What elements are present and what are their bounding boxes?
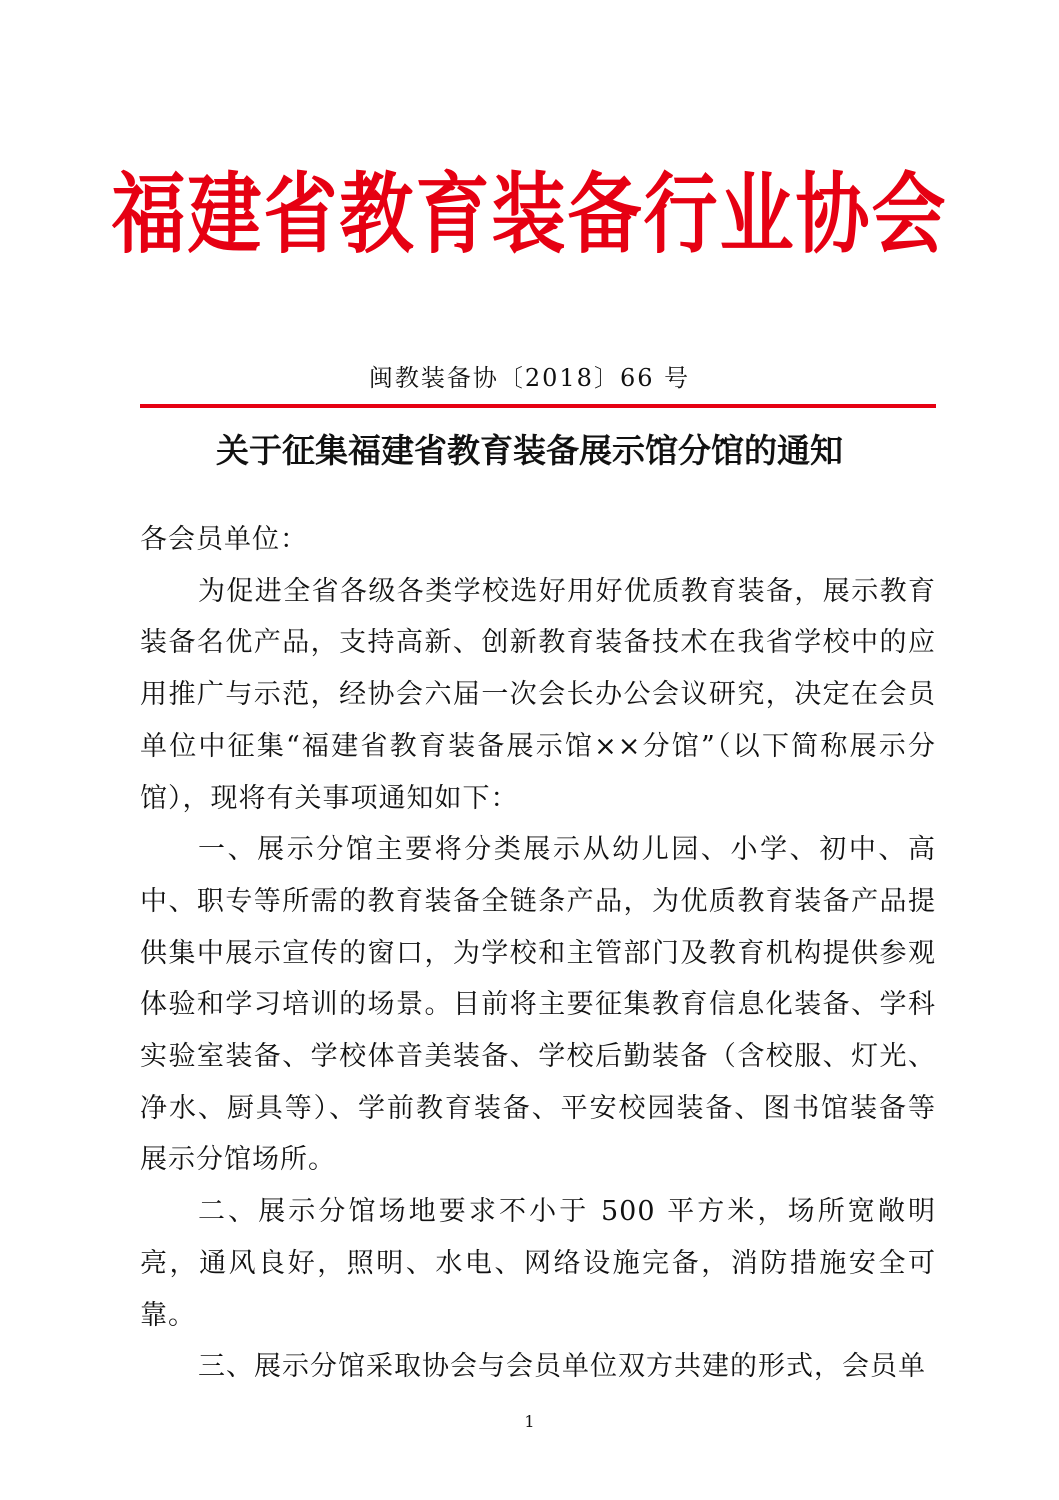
organization-header: 福建省教育装备行业协会 [111, 164, 948, 266]
red-divider-rule [140, 404, 936, 408]
body-paragraph-1: 一、展示分馆主要将分类展示从幼儿园、小学、初中、高中、职专等所需的教育装备全链条产品，为优质教育装备产品提供集中展示宣传的窗口，为学校和主管部门及教育机构提供参观体验和学习培训的场景。目前将主要征集教育信息化装备、学科实验室装备、学校体音美装备、学校后勤装备（含校服、灯光、净水、厨具等）、学前教育装备、平安校园装备、图书馆装备等展示分馆场所。 [140, 834, 936, 1176]
body-paragraph-2: 二、展示分馆场地要求不小于 500 平方米，场所宽敞明亮，通风良好，照明、水电、网络设施完备，消防措施安全可靠。 [140, 1196, 936, 1331]
page-number: 1 [524, 1412, 535, 1431]
salutation: 各会员单位： [140, 524, 308, 555]
body-paragraph-3: 三、展示分馆采取协会与会员单位双方共建的形式，会员单 [198, 1351, 926, 1383]
document-number: 闽教装备协〔2018〕66 号 [368, 364, 691, 392]
document-title: 关于征集福建省教育装备展示馆分馆的通知 [216, 431, 843, 470]
body-paragraph-intro: 为促进全省各级各类学校选好用好优质教育装备，展示教育装备名优产品，支持高新、创新教育装备技术在我省学校中的应用推广与示范，经协会六届一次会长办公会议研究，决定在会员单位中征集“福建省教育装备展示馆××分馆”（以下简称展示分馆），现将有关事项通知如下： [140, 575, 936, 814]
document-body [140, 514, 936, 1393]
